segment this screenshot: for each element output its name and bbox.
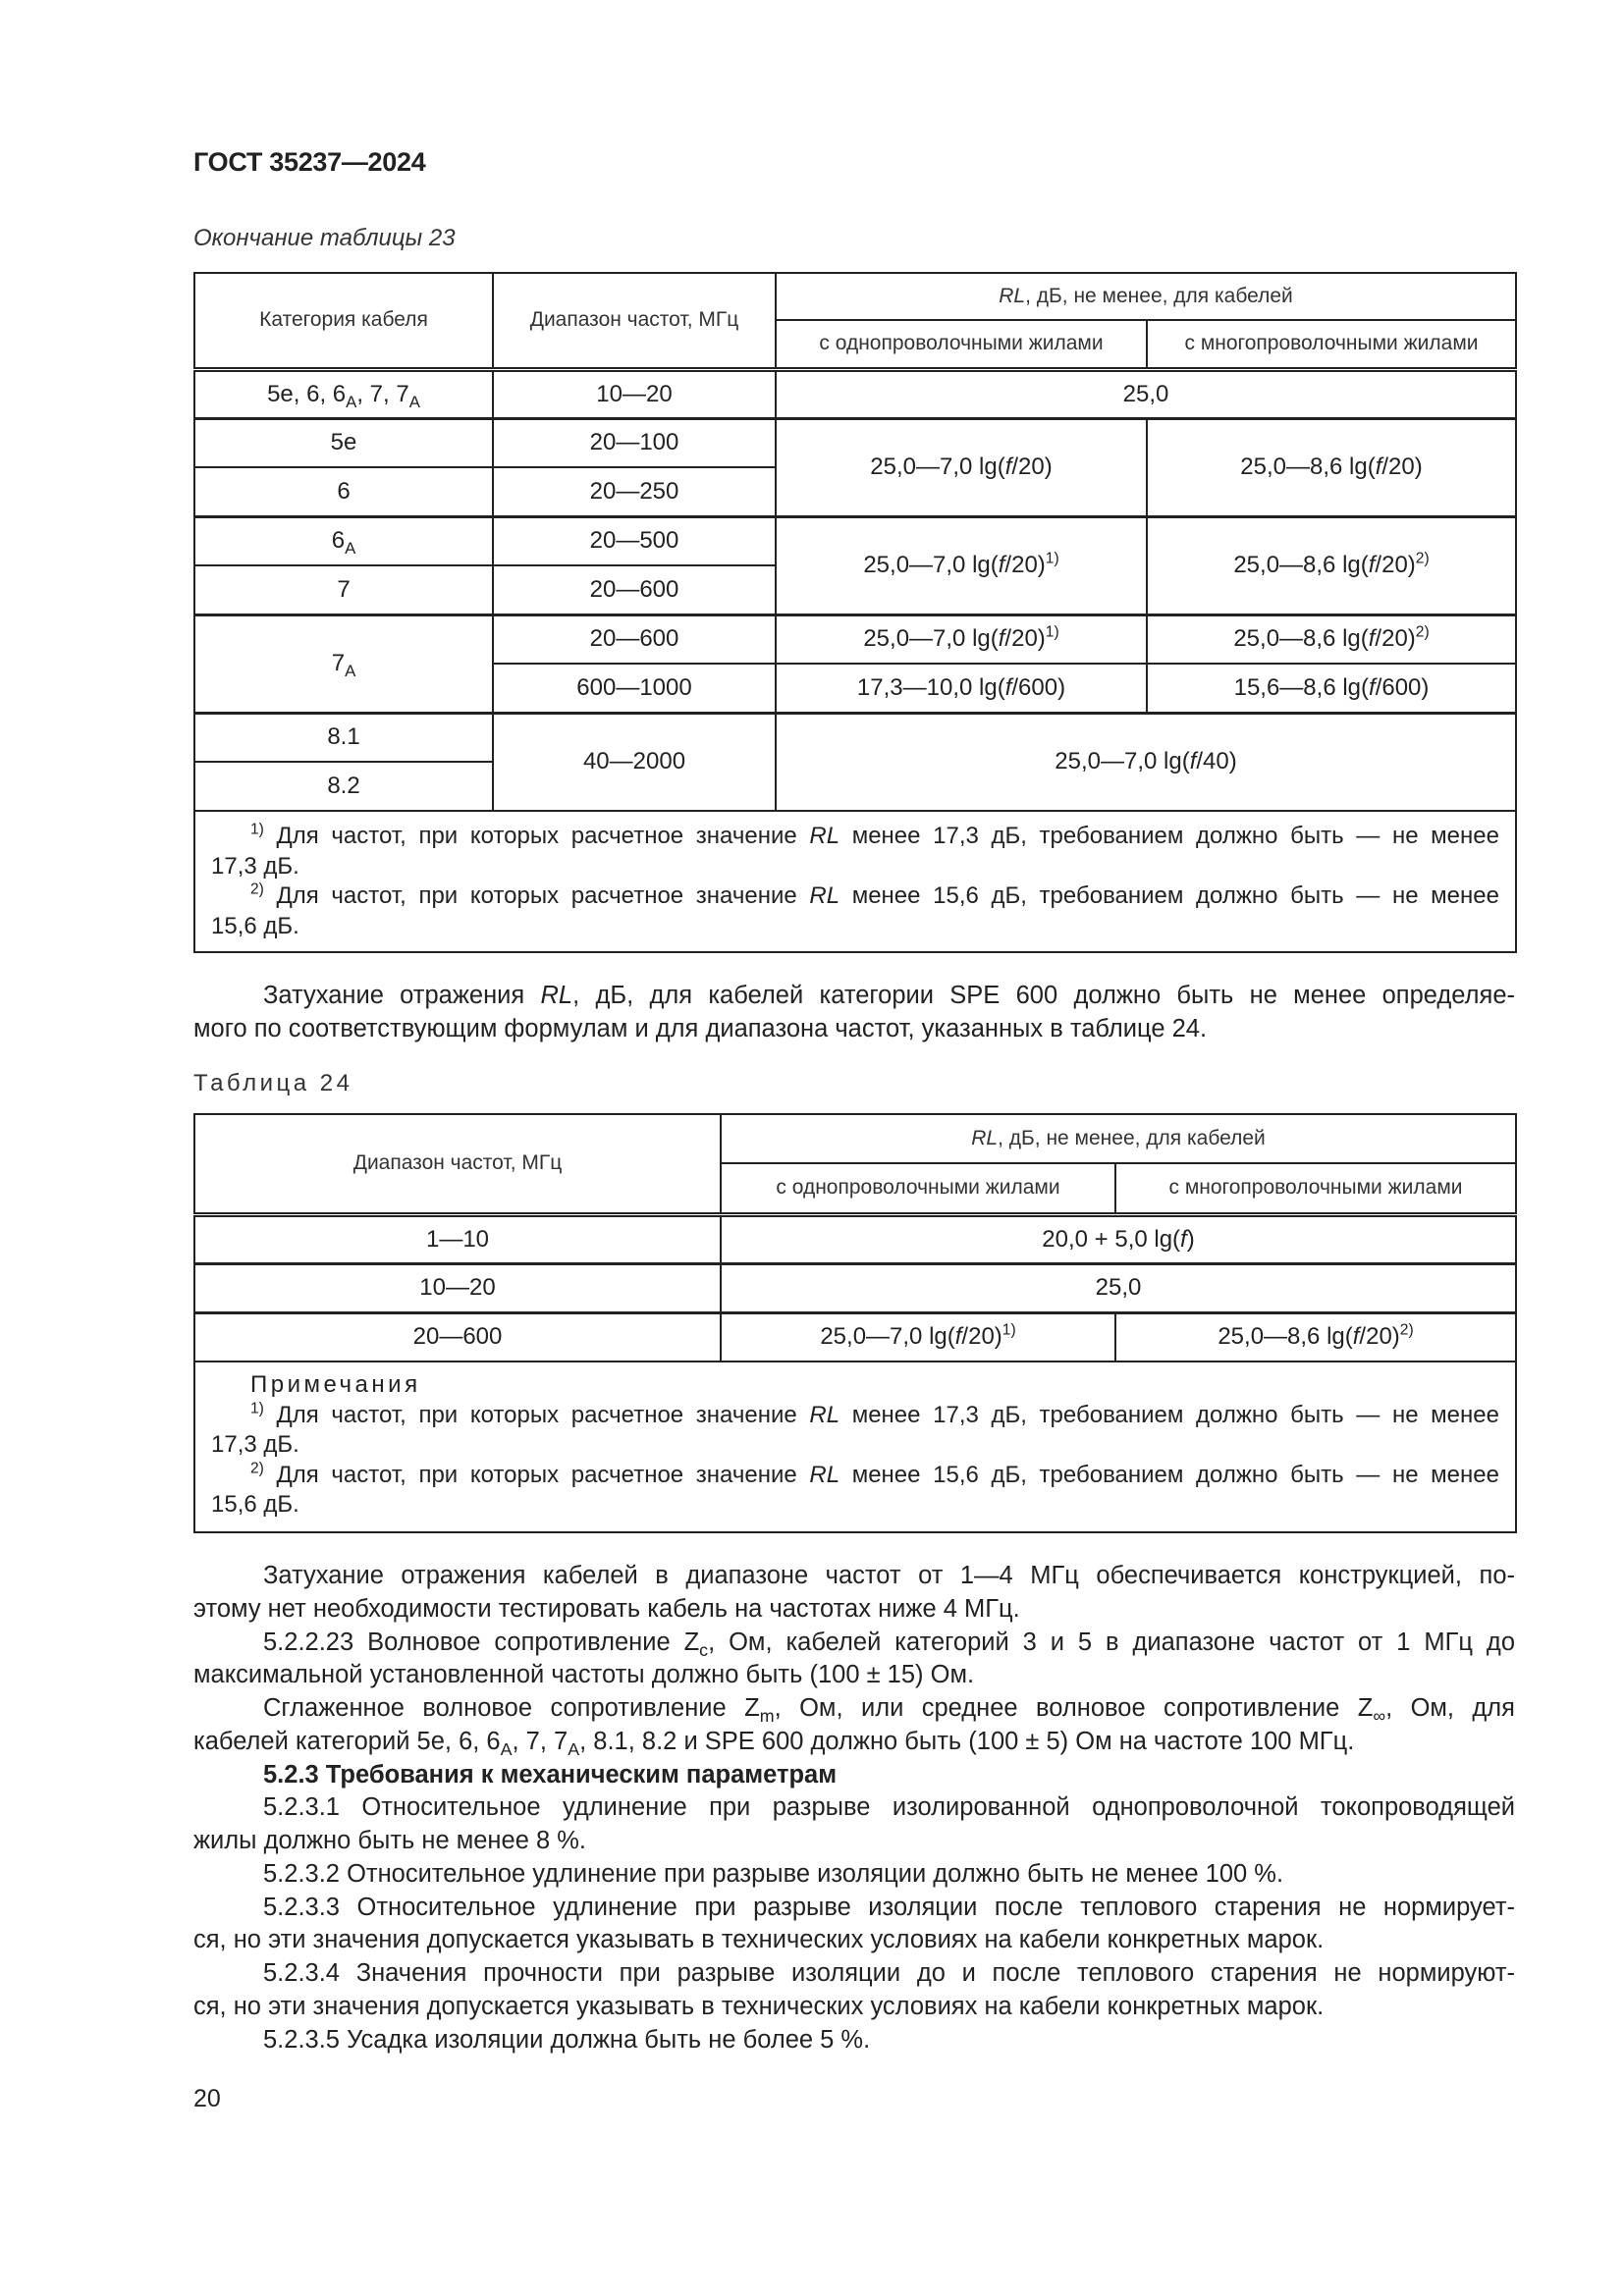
table-23	[193, 272, 1517, 953]
text-line	[193, 1627, 1515, 1660]
cell-category: 5e	[194, 418, 493, 467]
footnote-marker: 2)	[1399, 1321, 1414, 1339]
footnote-marker: 1)	[250, 821, 264, 838]
table-23-notes	[194, 811, 1516, 952]
footnote-line	[211, 881, 1499, 912]
text-segment: 15,6 дБ.	[211, 912, 299, 939]
subscript: A	[345, 661, 356, 680]
italic-symbol: f	[954, 1323, 962, 1351]
text-segment: мого по соответствующим формулам и для диапазона частот, указанных в таблице 24.	[193, 1014, 1208, 1042]
text-segment: кабелей категорий 5e, 6, 6	[193, 1727, 501, 1755]
text-segment: 15,6 дБ.	[211, 1491, 299, 1518]
footnote-line	[211, 1401, 1499, 1431]
text-segment: /20)	[1004, 552, 1046, 578]
subscript: A	[500, 1738, 513, 1759]
text-segment: 25,0—7,0 lg(	[863, 625, 999, 653]
text-segment: /600)	[1011, 673, 1066, 701]
subscript: A	[568, 1738, 580, 1759]
italic-symbol: RL	[540, 982, 573, 1009]
text-segment: Для частот, при которых расчетное значение	[263, 823, 810, 849]
cell-value: 25,0	[776, 369, 1516, 418]
footnote-marker: 1)	[1045, 550, 1059, 567]
text-segment: 5.2.3.3 Относительное удлинение при разрыве изоляции после теплового старения не нормирует-	[263, 1893, 1515, 1921]
text-segment: 5.2.2.23 Волновое сопротивление Z	[263, 1628, 700, 1656]
italic-symbol: RL	[809, 1461, 840, 1488]
cell-stranded	[1115, 1312, 1516, 1362]
text-segment: 17,3 дБ.	[211, 1431, 299, 1458]
cell-category	[194, 369, 493, 418]
text-segment: 17,3 дБ.	[211, 852, 299, 880]
text-segment: , дБ, не менее, для кабелей	[998, 1127, 1266, 1149]
italic-symbol: f	[1352, 1323, 1360, 1351]
cell-category: 8.1	[194, 713, 493, 762]
cell-range: 20—100	[493, 418, 776, 467]
page-number: 20	[193, 2085, 221, 2112]
text-segment: 5.2.3.1 Относительное удлинение при разрыве изолированной однопроволочной токопроводящей	[263, 1793, 1515, 1822]
text-segment: Для частот, при которых расчетное значение	[263, 1401, 810, 1428]
cell-range: 20—600	[493, 614, 776, 664]
footnote-marker: 1)	[1001, 1321, 1016, 1339]
text-segment: , 7, 7	[356, 380, 409, 407]
cell-solid	[776, 664, 1147, 713]
header-stranded: с многопроволочными жилами	[1147, 320, 1516, 369]
text-segment: Для частот, при которых расчетное значение	[263, 882, 810, 909]
footnote-marker: 2)	[250, 1460, 264, 1477]
text-segment: ся, но эти значения допускается указывать в технических условиях на кабели конкретных марок.	[193, 1992, 1325, 2020]
cell-range: 10—20	[493, 369, 776, 418]
text-segment: , Ом, кабелей категорий 3 и 5 в диапазоне частот от 1 МГц до	[708, 1628, 1515, 1656]
cell-category: 7	[194, 565, 493, 614]
footnote-line	[211, 1490, 1499, 1521]
text-line	[193, 1013, 1515, 1046]
text-segment: максимальной установленной частоты должно быть (100 ± 15) Ом.	[193, 1661, 975, 1689]
text-segment: Затухание отражения	[263, 982, 541, 1009]
text-segment: 5e, 6, 6	[267, 380, 347, 407]
text-segment: , дБ, для кабелей категории SPE 600 должно быть не менее определяе-	[572, 982, 1515, 1009]
cell-range: 20—600	[194, 1312, 721, 1362]
text-segment: 5.2.3.4 Значения прочности при разрыве изоляции до и после теплового старения не нормируют-	[263, 1959, 1515, 1987]
text-line	[193, 1692, 1515, 1726]
cell-solid	[776, 614, 1147, 664]
text-segment: 15,6—8,6 lg(	[1233, 673, 1370, 701]
header-rl	[776, 273, 1516, 320]
cell-value	[721, 1214, 1516, 1263]
text-segment: менее 17,3 дБ, требованием должно быть — не менее	[839, 1401, 1499, 1428]
cell-category: 8.2	[194, 762, 493, 811]
italic-symbol: RL	[999, 285, 1026, 307]
header-rl	[721, 1114, 1516, 1163]
text-segment: жилы должно быть не менее 8 %.	[193, 1827, 586, 1854]
document-title: ГОСТ 35237—2024	[193, 147, 426, 177]
cell-solid	[776, 418, 1147, 516]
cell-solid	[776, 516, 1147, 614]
text-segment: 25,0—8,6 lg(	[1233, 552, 1369, 578]
text-segment: 5.2.3 Требования к механическим параметрам	[263, 1760, 838, 1789]
footnote-line	[211, 822, 1499, 852]
text-segment: 25,0—8,6 lg(	[1233, 625, 1369, 653]
italic-symbol: f	[1004, 454, 1012, 480]
text-segment: Затухание отражения кабелей в диапазоне частот от 1—4 МГц обеспечивается конструкцией, по-	[263, 1562, 1515, 1589]
footnote-line	[211, 1461, 1499, 1491]
cell-category	[194, 516, 493, 565]
text-segment: 7	[331, 650, 346, 676]
footnote-marker: 2)	[250, 881, 264, 898]
cell-stranded	[1147, 516, 1516, 614]
text-line	[193, 1892, 1515, 1925]
italic-symbol: f	[1189, 748, 1197, 775]
text-line	[193, 2024, 1515, 2057]
cell-value	[776, 713, 1516, 811]
text-segment: /40)	[1196, 748, 1237, 775]
table-24-caption: Таблица 24	[193, 1070, 353, 1096]
header-category: Категория кабеля	[194, 273, 493, 369]
italic-symbol: f	[1368, 552, 1376, 578]
text-segment: Для частот, при которых расчетное значение	[263, 1461, 810, 1488]
italic-symbol: f	[1368, 625, 1376, 653]
italic-symbol: f	[998, 625, 1005, 653]
italic-symbol: RL	[809, 882, 840, 909]
cell-range: 1—10	[194, 1214, 721, 1263]
text-line	[193, 1560, 1515, 1593]
subscript: A	[345, 539, 356, 559]
text-line	[193, 1593, 1515, 1627]
italic-symbol: f	[1180, 1225, 1187, 1253]
subscript: A	[408, 392, 420, 411]
paragraph-table24-intro	[193, 980, 1515, 1046]
cell-category: 6	[194, 467, 493, 516]
subscript: ∞	[1373, 1706, 1386, 1727]
text-segment: менее 15,6 дБ, требованием должно быть — не менее	[839, 882, 1499, 909]
table-24-notes	[194, 1362, 1516, 1532]
text-segment: , Ом, для	[1385, 1694, 1515, 1722]
cell-range: 600—1000	[493, 664, 776, 713]
text-line	[193, 980, 1515, 1013]
cell-range: 20—250	[493, 467, 776, 516]
header-solid: с однопроволочными жилами	[721, 1163, 1115, 1214]
text-segment: 25,0—7,0 lg(	[1055, 748, 1190, 775]
text-line	[193, 1726, 1515, 1759]
text-segment: Сглаженное волновое сопротивление Z	[263, 1694, 760, 1722]
italic-symbol: f	[1375, 454, 1382, 480]
text-segment: , 8.1, 8.2 и SPE 600 должно быть (100 ± 5) Ом на частоте 100 МГц.	[579, 1727, 1355, 1755]
text-segment: /20)	[1359, 1323, 1400, 1351]
italic-symbol: RL	[971, 1127, 999, 1149]
header-stranded: с многопроволочными жилами	[1115, 1163, 1516, 1214]
cell-stranded	[1147, 418, 1516, 516]
text-segment: 25,0—8,6 lg(	[1218, 1323, 1353, 1351]
footnote-marker: 1)	[1045, 623, 1059, 641]
section-heading	[193, 1759, 1515, 1792]
subscript: m	[759, 1706, 775, 1727]
italic-symbol: f	[998, 552, 1005, 578]
cell-stranded	[1147, 664, 1516, 713]
table-24	[193, 1113, 1517, 1533]
text-segment: 5.2.3.2 Относительное удлинение при разрыве изоляции должно быть не менее 100 %.	[263, 1859, 1284, 1888]
header-range: Диапазон частот, МГц	[194, 1114, 721, 1214]
text-segment: , дБ, не менее, для кабелей	[1025, 285, 1293, 307]
header-solid: с однопроволочными жилами	[776, 320, 1147, 369]
text-segment: 25,0—7,0 lg(	[820, 1323, 955, 1351]
cell-category	[194, 614, 493, 713]
text-segment: /20)	[1375, 625, 1416, 653]
text-segment: , 7, 7	[512, 1727, 568, 1755]
text-segment: 5.2.3.5 Усадка изоляции должна быть не более 5 %.	[263, 2025, 871, 2054]
text-segment: 20,0 + 5,0 lg(	[1042, 1225, 1181, 1253]
footnote-line	[211, 912, 1499, 942]
text-segment: ся, но эти значения допускается указывать в технических условиях на кабели конкретных марок.	[193, 1926, 1325, 1954]
footnote-marker: 2)	[1415, 550, 1430, 567]
subscript: c	[699, 1639, 709, 1660]
text-segment: /20)	[1375, 552, 1416, 578]
text-segment: /20)	[1381, 454, 1423, 480]
table-23-caption: Окончание таблицы 23	[193, 225, 456, 251]
text-line	[193, 1858, 1515, 1892]
text-line	[193, 1957, 1515, 1991]
text-segment: 25,0—8,6 lg(	[1240, 454, 1376, 480]
text-line	[193, 1924, 1515, 1957]
text-segment: менее 15,6 дБ, требованием должно быть — не менее	[839, 1461, 1499, 1488]
cell-range: 20—500	[493, 516, 776, 565]
italic-symbol: RL	[809, 823, 840, 849]
text-segment: /20)	[1004, 625, 1046, 653]
text-line	[193, 1825, 1515, 1858]
header-range: Диапазон частот, МГц	[493, 273, 776, 369]
cell-solid	[721, 1312, 1115, 1362]
subscript: A	[346, 392, 357, 411]
text-segment: /600)	[1375, 673, 1430, 701]
text-segment: /20)	[1011, 454, 1053, 480]
text-segment: 17,3—10,0 lg(	[856, 673, 1005, 701]
cell-stranded	[1147, 614, 1516, 664]
footnote-marker: 1)	[250, 1400, 264, 1417]
text-line	[193, 1791, 1515, 1825]
italic-symbol: f	[1004, 673, 1012, 701]
text-segment: )	[1186, 1225, 1195, 1253]
cell-range: 10—20	[194, 1263, 721, 1312]
cell-value: 25,0	[721, 1263, 1516, 1312]
cell-range: 20—600	[493, 565, 776, 614]
text-segment: /20)	[961, 1323, 1002, 1351]
text-segment: , Ом, или среднее волновое сопротивление Z	[774, 1694, 1374, 1722]
text-line	[193, 1659, 1515, 1692]
footnote-line	[211, 1430, 1499, 1461]
text-segment: 25,0—7,0 lg(	[870, 454, 1005, 480]
text-line	[193, 1991, 1515, 2024]
footnote-line	[211, 852, 1499, 882]
text-segment: менее 17,3 дБ, требованием должно быть — не менее	[839, 823, 1499, 849]
italic-symbol: f	[1369, 673, 1376, 701]
cell-range: 40—2000	[493, 713, 776, 811]
footnote-marker: 2)	[1415, 623, 1430, 641]
italic-symbol: RL	[809, 1401, 840, 1428]
text-segment: 6	[331, 527, 346, 555]
body-text	[193, 1560, 1515, 2056]
text-segment: 25,0—7,0 lg(	[863, 552, 999, 578]
text-segment: этому нет необходимости тестировать кабель на частотах ниже 4 МГц.	[193, 1594, 1020, 1623]
notes-title: Примечания	[250, 1371, 421, 1398]
